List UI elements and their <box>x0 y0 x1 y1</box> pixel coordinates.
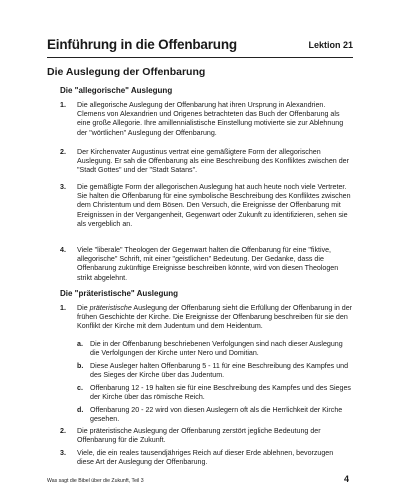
subheading-allegorical: Die "allegorische" Auslegung <box>60 86 173 95</box>
item-number: 3. <box>60 183 66 191</box>
list-item <box>60 246 352 283</box>
page-title: Einführung in die Offenbarung <box>47 37 237 52</box>
page-header <box>47 37 353 58</box>
footer-course-title: Was sagt die Bibel über die Zukunft, Teil 3 <box>47 478 144 484</box>
sub-list-item <box>77 340 352 358</box>
item-text: Die präteristische Auslegung der Offenbarung sieht die Erfüllung der Offenbarung in der frühen Geschichte der Kirche. Die Ereignisse der Offenbarung beschreiben für sie den Konflikt der Kirche mit dem Judentum und dem Heidentum. <box>77 304 353 331</box>
subitem-letter: a. <box>77 340 83 348</box>
list-item <box>60 148 352 176</box>
item-text: Die allegorische Auslegung der Offenbarung hat ihren Ursprung in Alexandrien. Clemens von Alexandrien und Origenes betrachteten das Buch der Offenbarung als eine große Allegorie. Ihre amillennialistische Einstellung motivierte sie zur Ablehnung der "wörtlichen" Auslegung der Offenbarung. <box>77 101 344 137</box>
list-item <box>60 427 352 445</box>
item-number: 4. <box>60 246 66 254</box>
subitem-letter: d. <box>77 406 84 414</box>
subitem-letter: b. <box>77 362 84 370</box>
subitem-text: Diese Ausleger halten Offenbarung 5 - 11 für eine Beschreibung des Kampfes und des Sieges der Kirche über das Judentum. <box>90 362 349 380</box>
sub-list-item <box>77 406 352 424</box>
item-text: Der Kirchenvater Augustinus vertrat eine gemäßigtere Form der allegorischen Auslegung. Er sah die Offenbarung als eine Beschreibung des Konfliktes zwischen der "Stadt Gottes" und der "Stadt Satans". <box>77 148 349 175</box>
item-text: Viele "liberale" Theologen der Gegenwart halten die Offenbarung für eine "fiktive, allegorische" Schrift, mit einer "geistlichen" Bedeutung. Der Gedanke, dass die Offenbarung zukünftige Ereignisse beschreiben könnte, wird von diesen Theologen strikt abgelehnt. <box>77 246 339 282</box>
section-title: Die Auslegung der Offenbarung <box>47 66 206 78</box>
subitem-text: Die in der Offenbarung beschriebenen Verfolgungen sind nach dieser Auslegung die Verfolgungen der Kirche unter Nero und Domitian. <box>90 340 343 358</box>
list-item <box>60 101 352 138</box>
italic-term: präteristische <box>89 304 132 312</box>
item-text: Die gemäßigte Form der allegorischen Auslegung hat auch heute noch viele Vertreter. Sie halten die Offenbarung für eine symbolische Beschreibung des Konfliktes zwischen dem Christentum und dem Bösen. Den Versuch, die Ereignisse der Offenbarung mit Ereignissen in der Vergangenheit, Gegenwart oder Zukunft zu identifizieren, sehen sie als vergeblich an. <box>77 183 351 228</box>
page-number: 4 <box>344 474 350 484</box>
item-number: 2. <box>60 427 66 435</box>
subitem-letter: c. <box>77 384 83 392</box>
list-item <box>60 304 352 332</box>
item-number: 2. <box>60 148 66 156</box>
sub-list-item <box>77 362 352 380</box>
subitem-text: Offenbarung 12 - 19 halten sie für eine Beschreibung des Kampfes und des Sieges der Kirche über das römische Reich. <box>90 384 351 402</box>
sub-list-item <box>77 384 352 402</box>
item-text: Die präteristische Auslegung der Offenbarung zerstört jegliche Bedeutung der Offenbarung für die Zukunft. <box>77 427 321 445</box>
subheading-preterist: Die "präteristische" Auslegung <box>60 289 178 298</box>
lesson-label: Lektion 21 <box>308 40 353 50</box>
item-text: Viele, die ein reales tausendjähriges Reich auf dieser Erde ablehnen, bevorzugen diese Art der Auslegung der Offenbarung. <box>77 449 334 467</box>
item-number: 3. <box>60 449 66 457</box>
item-number: 1. <box>60 101 66 109</box>
list-item <box>60 183 352 229</box>
list-item <box>60 449 352 467</box>
item-number: 1. <box>60 304 66 312</box>
subitem-text: Offenbarung 20 - 22 wird von diesen Auslegern oft als die Herrlichkeit der Kirche gesehen. <box>90 406 343 424</box>
